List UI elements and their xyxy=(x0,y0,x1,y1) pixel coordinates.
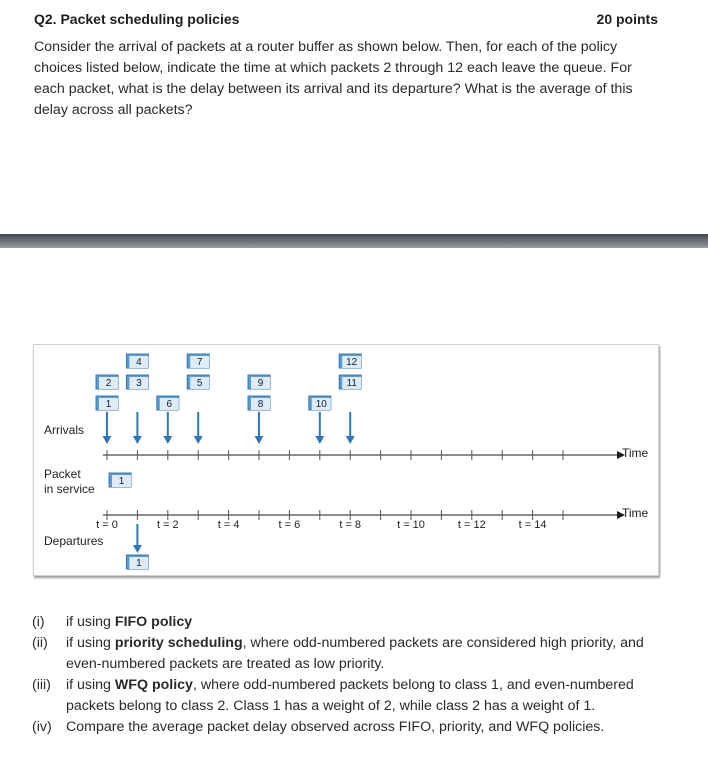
arrival-packet-11-label: 11 xyxy=(346,378,357,389)
arrival-packet-10-label: 10 xyxy=(315,399,327,410)
arrival-packet-1-label: 1 xyxy=(105,399,112,410)
packet-in-service-label-line2: in service xyxy=(44,482,95,496)
list-item xyxy=(32,717,672,738)
departure-time-axis-label: Time xyxy=(622,506,649,520)
arrival-packet-6-label: 6 xyxy=(166,399,173,410)
part-text: if using xyxy=(66,635,115,651)
divider-bar xyxy=(0,234,708,248)
service-packet-label: 1 xyxy=(118,476,125,487)
departures-label: Departures xyxy=(44,534,104,548)
arrival-arrowhead xyxy=(133,436,142,444)
time-tick-label: t = 0 xyxy=(96,519,118,531)
time-tick-label: t = 12 xyxy=(457,519,486,531)
arrival-packet-2-label: 2 xyxy=(105,378,112,389)
time-tick-label: t = 2 xyxy=(156,519,179,531)
part-text: Compare the average packet delay observed across FIFO, priority, and WFQ policies. xyxy=(66,719,605,735)
arrival-arrowhead xyxy=(346,436,355,444)
departure-arrowhead xyxy=(133,545,142,553)
part-text: , where odd-numbered packets are considered high priority, and even-numbered packets are treated as low priority. xyxy=(66,635,644,672)
question-header xyxy=(34,11,658,31)
arrival-packet-8-label: 8 xyxy=(257,399,264,410)
arrival-time-axis-label: Time xyxy=(622,446,649,460)
arrival-packet-3-label: 3 xyxy=(136,378,142,389)
list-item xyxy=(32,633,672,675)
part-policy-name: FIFO policy xyxy=(114,614,193,630)
part-text: , where odd-numbered packets belong to class 1, and even-numbered packets belong to class 2. Class 1 has a weight of 2, while class 2 has a weight of 1. xyxy=(66,677,634,714)
time-tick-label: t = 10 xyxy=(397,519,425,531)
arrival-packet-9-label: 9 xyxy=(257,378,264,389)
part-text: if using xyxy=(66,614,115,630)
part-number: (iv) xyxy=(32,719,52,735)
arrival-arrowhead xyxy=(163,436,172,444)
part-policy-name: WFQ policy xyxy=(114,677,193,693)
departure-packet-label: 1 xyxy=(136,558,142,569)
list-item xyxy=(32,612,672,633)
time-tick-label: t = 4 xyxy=(217,519,240,531)
part-number: (i) xyxy=(32,614,45,630)
arrival-packet-7-label: 7 xyxy=(196,357,203,368)
arrival-packet-4-label: 4 xyxy=(136,357,142,368)
arrival-arrowhead xyxy=(315,436,324,444)
list-item xyxy=(32,675,672,717)
packet-in-service-label-line1: Packet xyxy=(44,467,81,481)
question-parts-list xyxy=(32,612,672,738)
part-number: (iii) xyxy=(32,677,51,693)
part-text: if using xyxy=(66,677,115,693)
packet-arrival-figure xyxy=(33,344,659,576)
question-points: 20 points xyxy=(596,11,658,27)
arrival-arrowhead xyxy=(103,436,112,444)
packet-timeline-diagram xyxy=(34,345,660,577)
time-tick-label: t = 14 xyxy=(518,519,547,531)
part-policy-name: priority scheduling xyxy=(114,635,243,651)
question-intro: Consider the arrival of packets at a router buffer as shown below. Then, for each of the policy choices listed below, indicate the time at which packets 2 through 12 each leave the queue. For each packet, what is the delay between its arrival and its departure? What is the average of this delay across all packets? xyxy=(34,39,633,118)
arrival-arrowhead xyxy=(255,436,264,444)
time-tick-label: t = 6 xyxy=(278,519,301,531)
arrival-arrowhead xyxy=(194,436,203,444)
arrival-packet-12-label: 12 xyxy=(346,357,358,368)
time-tick-label: t = 8 xyxy=(339,519,362,531)
part-number: (ii) xyxy=(32,635,48,651)
arrival-packet-5-label: 5 xyxy=(196,378,203,389)
question-title: Q2. Packet scheduling policies xyxy=(34,11,240,27)
arrivals-label: Arrivals xyxy=(44,423,85,437)
